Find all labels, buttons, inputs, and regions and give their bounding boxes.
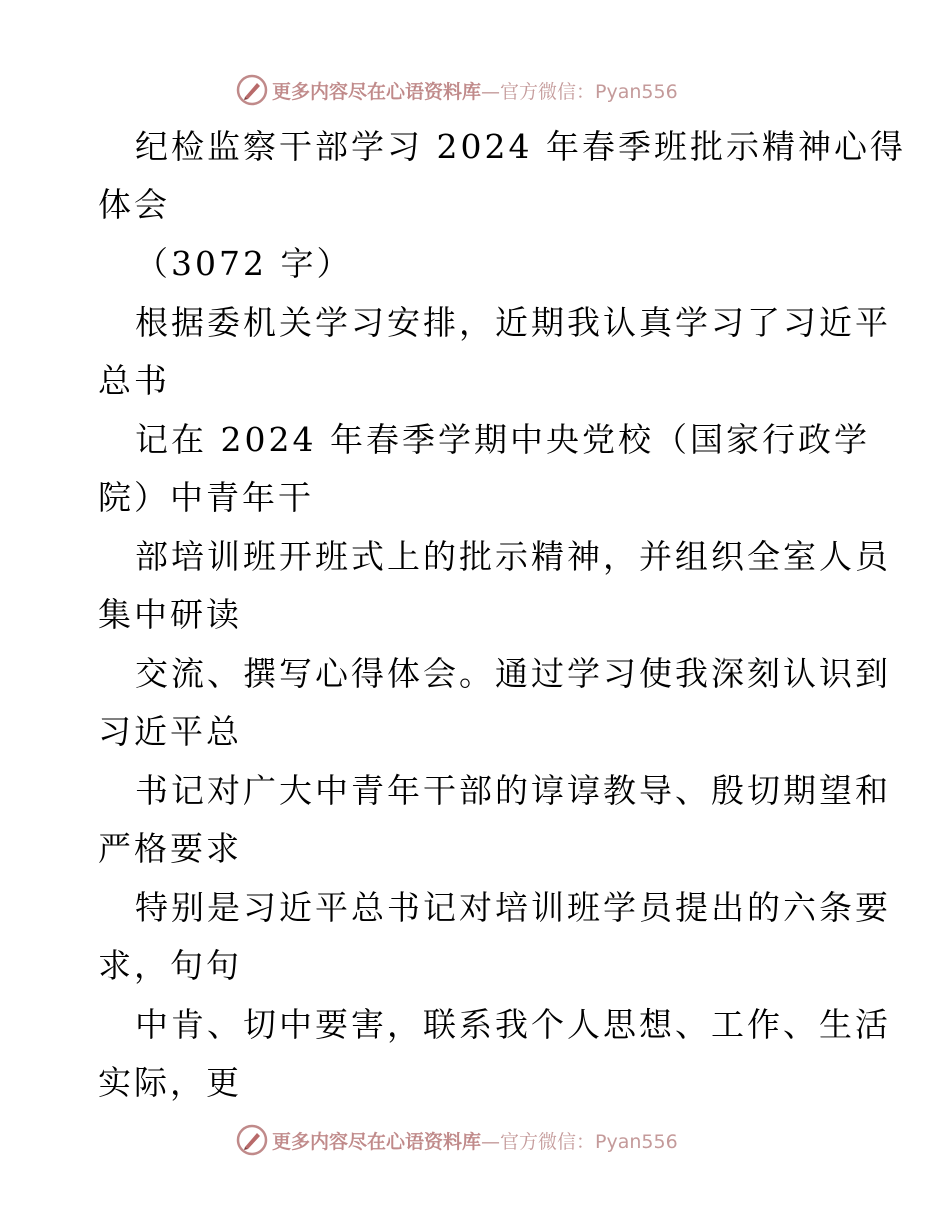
word-count: （3072 字） [135,244,353,283]
paragraph-line: 集中研读 [98,595,242,634]
paragraph-line: 根据委机关学习安排，近期我认真学习了习近平 [135,303,891,342]
watermark-text [272,77,678,104]
paragraph-line: 部培训班开班式上的批示精神，并组织全室人员 [135,537,891,576]
paragraph-line: 习近平总 [98,712,242,751]
watermark-contact-id: Pyan556 [595,1130,678,1153]
watermark-brand: 更多内容尽在心语资料库 [272,1130,482,1153]
pen-logo-icon [236,74,268,106]
watermark-footer [236,1123,678,1157]
pen-logo-icon [236,1124,268,1156]
paragraph-line: 总书 [98,361,170,400]
paragraph-line: 书记对广大中青年干部的谆谆教导、殷切期望和 [135,771,891,810]
paragraph-line: 实际，更 [98,1063,242,1102]
paragraph-line: 特别是习近平总书记对培训班学员提出的六条要 [135,888,891,927]
paragraph-line: 求，句句 [98,946,242,985]
watermark-contact-label: 官方微信： [500,1130,596,1153]
paragraph-line: 交流、撰写心得体会。通过学习使我深刻认识到 [135,654,891,693]
watermark-separator: — [481,80,501,103]
watermark-text [272,1127,678,1154]
paragraph-line: 中肯、切中要害，联系我个人思想、工作、生活 [135,1005,891,1044]
paragraph-line: 严格要求 [98,829,242,868]
paragraph-line: 记在 2024 年春季学期中央党校（国家行政学 [135,420,870,459]
watermark-contact-id: Pyan556 [595,80,678,103]
paragraph-line: 院）中青年干 [98,478,314,517]
watermark-header [236,73,678,107]
document-title-line-1: 纪检监察干部学习 2024 年春季班批示精神心得 [135,127,906,166]
watermark-contact-label: 官方微信： [500,80,596,103]
document-title-line-2: 体会 [98,185,170,224]
watermark-separator: — [481,1130,501,1153]
watermark-brand: 更多内容尽在心语资料库 [272,80,482,103]
